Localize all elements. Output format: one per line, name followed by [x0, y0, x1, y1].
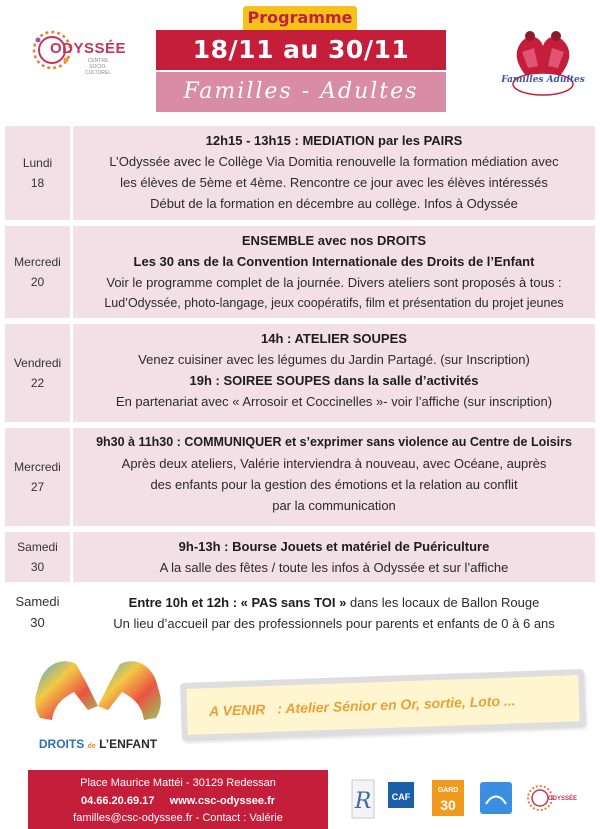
enfant-word: L’ENFANT [99, 737, 158, 751]
schedule-row [5, 324, 595, 422]
contact-block [28, 770, 328, 829]
audience-subtitle: Familles - Adultes [156, 72, 446, 112]
de-word: de [87, 743, 96, 750]
schedule-row [5, 226, 595, 318]
contact-website[interactable]: www.csc-odyssee.fr [169, 795, 276, 807]
event-cell [73, 532, 595, 582]
heart-hands-icon [28, 648, 168, 758]
event-title: Entre 10h et 12h : « PAS sans TOI » [128, 595, 347, 610]
family-heart-icon [501, 22, 585, 114]
event-cell [73, 126, 595, 220]
event-line: Après deux ateliers, Valérie interviendra à nouveau, avec Océane, auprès [121, 456, 547, 471]
event-subtitle: Les 30 ans de la Convention Internationale des Droits de l’Enfant [133, 254, 535, 269]
day-cell [5, 324, 70, 422]
caf-logo-icon [382, 776, 420, 822]
event-title: 12h15 - 13h15 : MEDIATION par les PAIRS [205, 133, 463, 148]
day-name: Mercredi [14, 460, 61, 474]
a-venir-label: A VENIR [208, 701, 266, 720]
contact-email[interactable]: familles@csc-odyssee.fr [73, 812, 193, 824]
event-line: L’Odyssée avec le Collège Via Domitia renouvelle la formation médiation avec [109, 154, 559, 169]
droits-word: DROITS [38, 737, 85, 751]
day-name: Samedi [17, 540, 58, 554]
redessan-logo-icon [348, 776, 378, 822]
event-line [79, 592, 589, 613]
day-cell [5, 126, 70, 220]
day-date: 20 [30, 275, 45, 289]
odyssee-small-text: ODYSSÉE [548, 796, 578, 802]
event-line: les élèves de 5ème et 4ème. Rencontre ce jour avec les élèves intéressés [120, 175, 548, 190]
event-title: 9h30 à 11h30 : COMMUNIQUER et s’exprimer sans violence au Centre de Loisirs [96, 435, 572, 449]
event-cell [73, 324, 595, 422]
event-line: Venez cuisiner avec les légumes du Jardin Partagé. (sur Inscription) [138, 352, 530, 367]
region-logo-icon [476, 776, 516, 822]
a-venir-text: : Atelier Sénior en Or, sortie, Loto ... [277, 692, 516, 717]
a-venir-banner [180, 669, 586, 741]
day-date: 18 [30, 176, 45, 190]
event-cell [73, 226, 595, 318]
event-title: ENSEMBLE avec nos DROITS [241, 233, 427, 248]
badge-text: Familles Adultes [501, 75, 585, 85]
day-date: 30 [30, 560, 45, 574]
day-name: Samedi [15, 594, 60, 609]
odyssee-logo [28, 26, 127, 82]
event-line: par la communication [272, 498, 396, 513]
day-cell [5, 428, 70, 526]
gard-logo-icon [428, 776, 468, 822]
contact-phone[interactable]: 04.66.20.69.17 [80, 795, 155, 807]
contact-person: - Contact : Valérie [195, 812, 283, 824]
day-name: Lundi [22, 156, 53, 170]
schedule-row [5, 428, 595, 526]
event-cell [73, 588, 595, 636]
event-line: Voir le programme complet de la journée. Divers ateliers sont proposés à tous : [106, 275, 562, 290]
schedule-table [5, 126, 595, 642]
event-title: 9h-13h : Bourse Jouets et matériel de Puériculture [178, 539, 490, 554]
event-line: des enfants pour la gestion des émotions et la relation au conflit [150, 477, 518, 492]
event-line: Début de la formation en décembre au collège. Infos à Odyssée [150, 196, 518, 211]
odyssee-small-logo-icon [524, 776, 578, 822]
schedule-row [5, 126, 595, 220]
svg-text:R: R [354, 789, 372, 814]
programme-tab: Programme [243, 6, 357, 30]
date-range: 18/11 au 30/11 [156, 30, 446, 70]
event-title: 14h : ATELIER SOUPES [261, 331, 407, 346]
event-location: dans les locaux de Ballon Rouge [346, 595, 540, 610]
caf-text: CAF [391, 792, 411, 802]
gard-text: GARD [437, 787, 459, 794]
day-name: Mercredi [14, 255, 61, 269]
logo-brand: ODYSSÉE [50, 40, 127, 57]
logo-subtitle: CENTRE SOCIO-CULTUREL [84, 58, 112, 76]
day-cell [5, 532, 70, 582]
familles-adultes-badge [501, 22, 585, 114]
event-line: Lud’Odyssée, photo-langage, jeux coopératifs, film et présentation du projet jeunes [104, 296, 564, 310]
droits-enfant-logo [28, 648, 168, 758]
day-date: 30 [30, 615, 45, 630]
day-date: 22 [30, 376, 45, 390]
schedule-row [5, 588, 595, 636]
schedule-row [5, 532, 595, 582]
event-line: En partenariat avec « Arrosoir et Coccinelles »- voir l’affiche (sur inscription) [115, 394, 553, 409]
partner-logos [348, 776, 598, 824]
gard-number: 30 [440, 797, 456, 813]
event-title: 19h : SOIREE SOUPES dans la salle d’activités [189, 373, 479, 388]
day-name: Vendredi [13, 356, 62, 370]
event-line: Un lieu d’accueil par des professionnels pour parents et enfants de 0 à 6 ans [113, 616, 555, 631]
day-date: 27 [30, 480, 45, 494]
event-line: A la salle des fêtes / toute les infos à Odyssée et sur l’affiche [159, 560, 509, 575]
event-cell [73, 428, 595, 526]
day-cell [5, 588, 70, 636]
contact-address: Place Maurice Mattéi - 30129 Redessan [80, 777, 276, 789]
day-cell [5, 226, 70, 318]
svg-text:DROITS de L’ENFANT [39, 737, 158, 751]
